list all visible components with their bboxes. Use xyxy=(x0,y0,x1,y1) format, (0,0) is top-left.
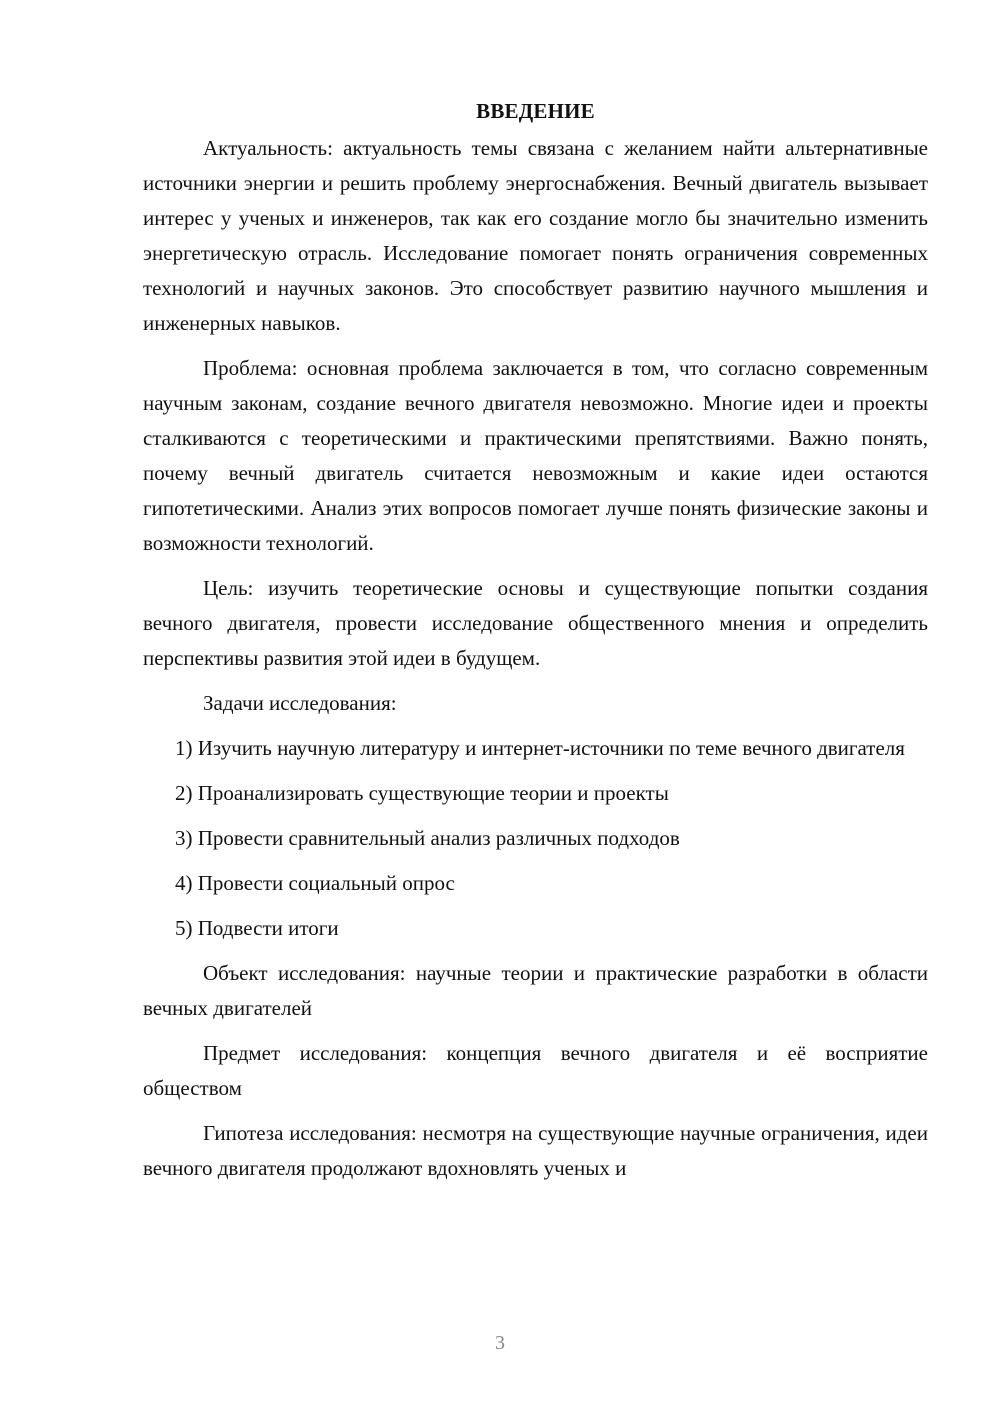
paragraph-problem: Проблема: основная проблема заключается в том, что согласно современным научным законам, создание вечного двигателя невозможно. Многие идеи и проекты сталкиваются с теоретическими и практическими препятствиями. Важно понять, почему вечный двигатель считается невозможным и какие идеи остаются гипотетическими. Анализ этих вопросов помогает лучше понять физические законы и возможности технологий. xyxy=(143,356,928,555)
task-item: 3) Провести сравнительный анализ различных подходов xyxy=(175,826,680,850)
page-number: 3 xyxy=(495,1332,505,1354)
paragraph-goal: Цель: изучить теоретические основы и существующие попытки создания вечного двигателя, провести исследование общественного мнения и определить перспективы развития этой идеи в будущем. xyxy=(143,576,928,670)
tasks-list xyxy=(143,731,928,946)
task-item: 2) Проанализировать существующие теории и проекты xyxy=(175,781,669,805)
tasks-heading: Задачи исследования: xyxy=(203,691,397,715)
paragraph-object: Объект исследования: научные теории и практические разработки в области вечных двигателей xyxy=(143,961,928,1020)
paragraph-relevance: Актуальность: актуальность темы связана с желанием найти альтернативные источники энергии и решить проблему энергоснабжения. Вечный двигатель вызывает интерес у ученых и инженеров, так как его создание могло бы значительно изменить энергетическую отрасль. Исследование помогает понять ограничения современных технологий и научных законов. Это способствует развитию научного мышления и инженерных навыков. xyxy=(143,136,928,335)
paragraph-hypothesis: Гипотеза исследования: несмотря на существующие научные ограничения, идеи вечного двигателя продолжают вдохновлять ученых и xyxy=(143,1121,928,1180)
task-item: 5) Подвести итоги xyxy=(175,916,339,940)
document-page xyxy=(143,95,928,1196)
task-item: 1) Изучить научную литературу и интернет-источники по теме вечного двигателя xyxy=(175,736,905,760)
task-item: 4) Провести социальный опрос xyxy=(175,871,455,895)
section-title: ВВЕДЕНИЕ xyxy=(476,99,595,123)
paragraph-subject: Предмет исследования: концепция вечного двигателя и её восприятие обществом xyxy=(143,1041,928,1100)
